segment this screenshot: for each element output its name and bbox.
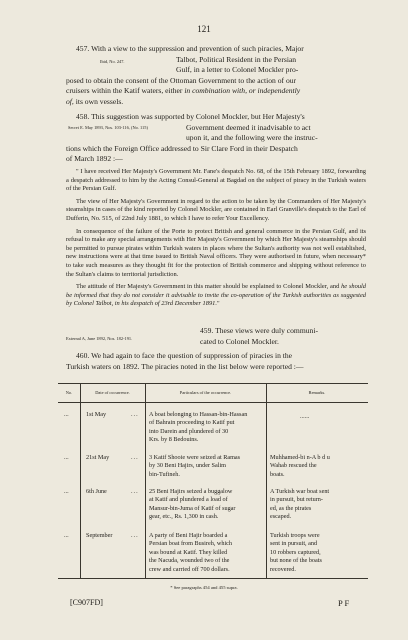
row-particulars: A party of Beni Hajir boarded a Persian boat from Busireh, which was bound at Katif. They killed the Nacuda, wounded two of the crew and carried off 700 dollars. [149,532,232,573]
paragraph-number: 457. [76,44,90,53]
footnote: * See paragraphs 454 and 455 supra. [170,585,238,590]
row-dots: ... [131,454,139,461]
row-remarks: Turkish troops were sent in pursuit, and 10 robbers captured, but none of the boats recovered. [270,532,322,573]
quote-paragraph: In consequence of the failure of the Porte to protect British and general commerce in the Persian Gulf, and its refusal to make any special arrangements with Her Majesty's Government by which Her Majesty's steamships should be permitted to pursue pirates within Turkish waters in places where the Sultan's authority was not well established, new instructions were at that time issued to British Naval officers. They were authorised in future, when necessary* to take such measures as they thought fit for the protection of British commerce and shipping without reference to the Sultan's claims to territorial jurisdiction. [66,227,366,278]
column-header-date: Date of occurrence. [95,390,130,395]
row-dots: ... [131,488,139,495]
row-date: 1st May [86,411,107,418]
row-dots: ... [131,411,139,418]
quote-paragraph: The attitude of Her Majesty's Government in this matter should be explained to Colonel Mockler, and he should be informed that they do not consider it advisable to invite the co-operation of the Turkish authorities as suggested by Colonel Talbot, in his despatch of 23rd December 1891." [66,283,366,308]
paragraph-457: 457. With a view to the suppression and prevention of such piracies, Major Talbot, Political Resident in the Persian Gulf, in a letter to Colonel Mockler pro- posed to obtain the consent of the Ottoman Government to the action of our cruisers within the Katif waters, either in combination with, or independently of, its own vessels. [66,44,304,106]
row-particulars: 25 Beni Hajirs seized a buggalow at Katif and plundered a load of Mansur-bin-Juma of Katif of sugar gear, etc., Rs. 1,300 in cash. [149,488,236,521]
row-date: September [86,532,113,539]
row-number: ... [64,532,69,539]
paragraph-number: 459. [200,326,214,335]
quoted-despatch [66,168,366,309]
row-remarks: Muhhamed-bi n-A b d u Wahab rescued the boats. [270,454,330,478]
table-header-rule [58,402,368,403]
quote-paragraph: " I have received Her Majesty's Government Mr. Fane's despatch No. 68, of the 15th February 1892, forwarding a despatch addressed to him by the Acting Consul-General at Bagdad on the subject of piracy in the Turkish waters of the Persian Gulf. [66,168,366,193]
paragraph-458: 458. This suggestion was supported by Colonel Mockler, but Her Majesty's Government deemed it inadvisable to act upon it, and the following were the instruc- tions which the Foreign Office addressed to Sir Clare Ford in their Despatch of March 1892 :— [66,112,318,164]
paragraph-number: 460. [76,351,90,360]
page-number: 121 [197,24,211,34]
row-date: 21st May [86,454,110,461]
table-bottom-rule [58,578,368,579]
row-dots: ... [131,532,139,539]
signature-mark: P F [338,598,350,608]
row-number: ... [64,488,69,495]
margin-reference: External A, June 1892, Nos. 182-191. [66,336,133,341]
column-header-no: No. [65,390,73,395]
column-header-remarks: Remarks. [308,390,326,395]
row-particulars: A boat belonging to Hassan-bin-Hassan of Bahrain proceeding to Katif put into Darein and plundered of 30 Krs. by 8 Bedouins. [149,411,248,444]
quote-paragraph: The view of Her Majesty's Government in regard to the action to be taken by the Commanders of Her Majesty's steamships in cases of the kind reported by Colonel Mockler, are contained in Earl Granville's despatch to the Earl of Dufferin, No. 515, of 22nd July 1881, to which I have to refer Your Excellency. [66,197,366,222]
margin-reference: Secret E. May 1893, Nos. 103-116, (No. 115) [68,125,148,130]
paragraph-460: 460. We had again to face the question of suppression of piracies in the Turkish waters on 1892. The piracies noted in the list below were reported :— [66,351,304,371]
margin-reference: Ibid, No. 247. [100,59,125,64]
row-remarks: ...... [300,413,310,420]
paragraph-459: 459. These views were duly communi- cated to Colonel Mockler. [200,326,318,346]
row-number: ... [64,411,69,418]
paragraph-number: 458. [76,112,90,121]
row-remarks: A Turkish war boat sent in pursuit, but return- ed, as the pirates escaped. [270,488,330,521]
row-date: 6th June [86,488,107,495]
printer-code: [C907FD] [70,598,103,607]
column-header-particulars: Particulars of the occurrence. [179,390,232,395]
table-top-rule [58,383,368,384]
row-particulars: 3 Katif Shooie were seized at Ramas by 30 Beni Hajirs, under Salim bin-Tufineh. [149,454,241,478]
row-number: ... [64,454,69,461]
